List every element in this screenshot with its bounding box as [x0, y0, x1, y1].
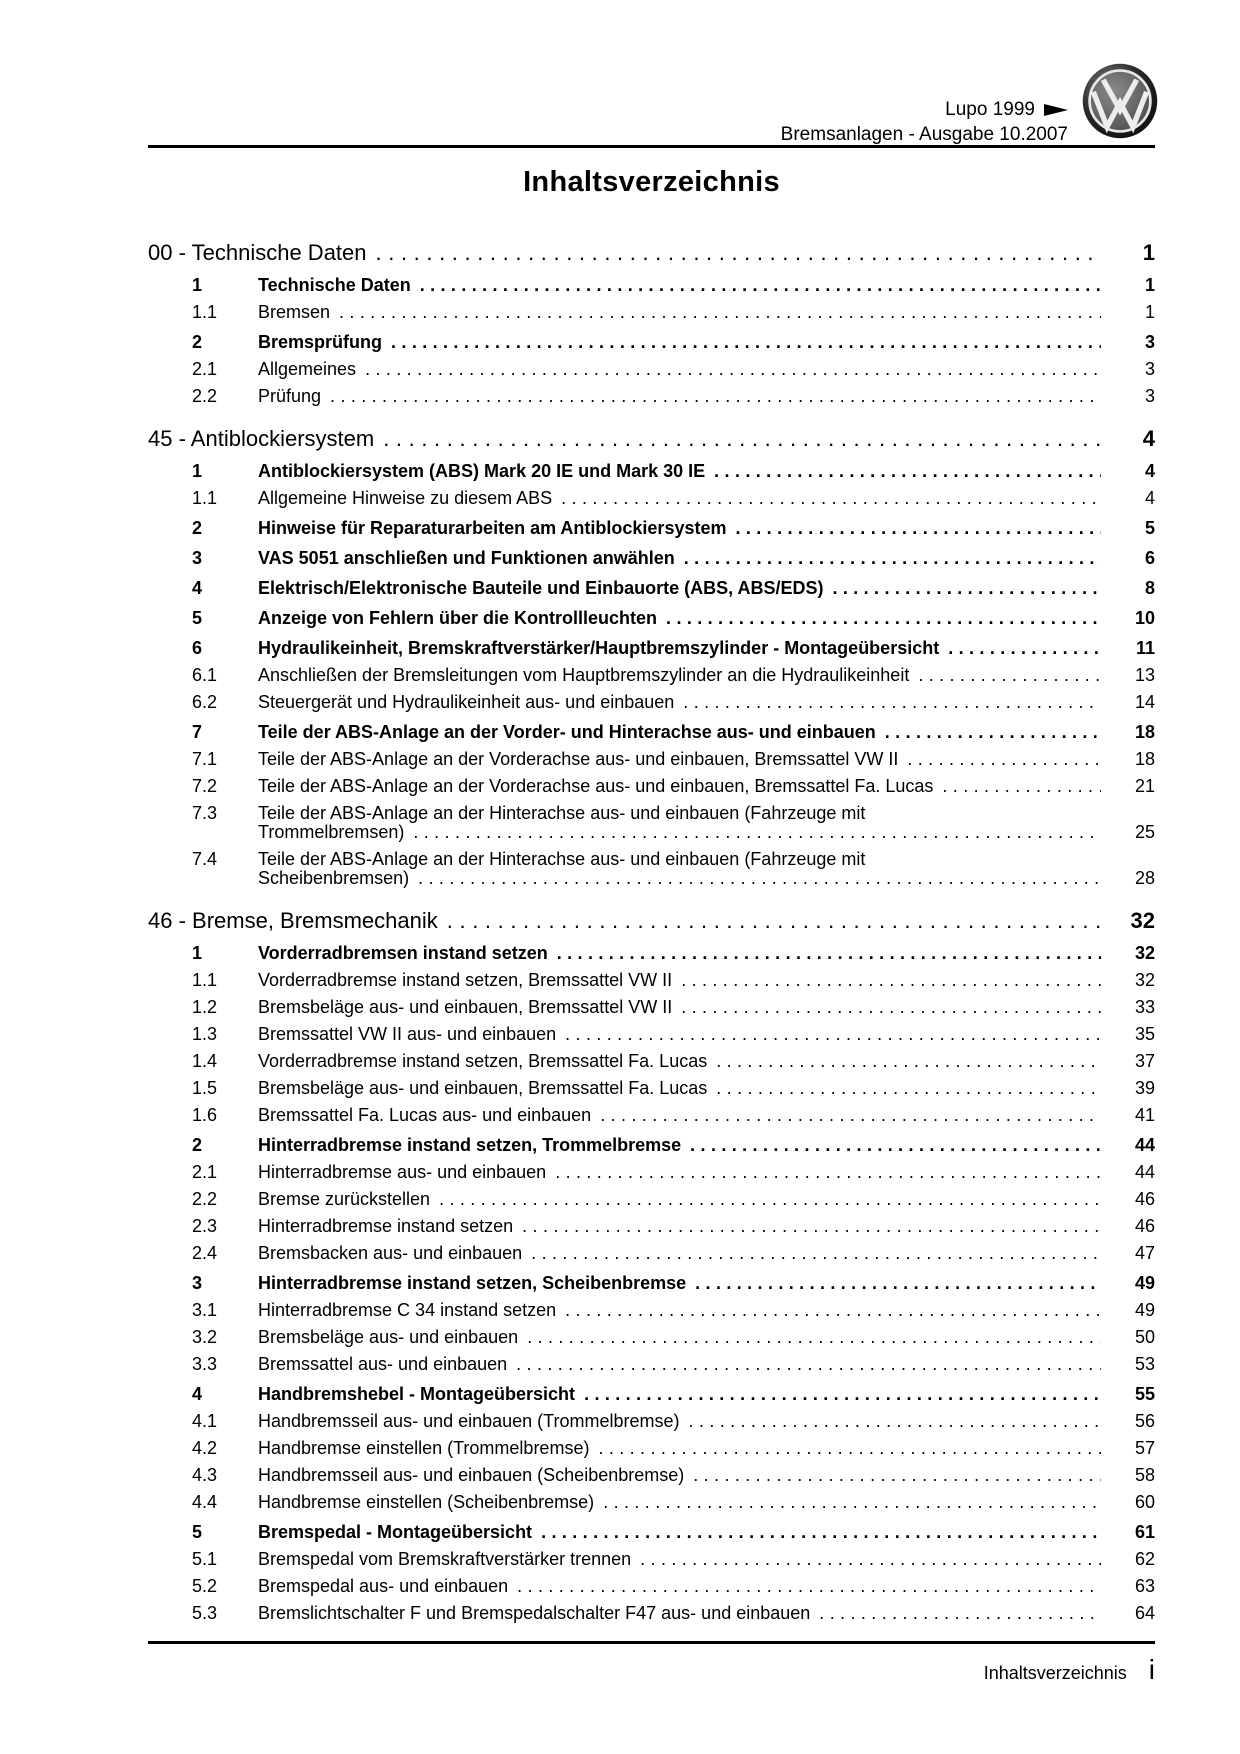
entry-page-number: 14: [1134, 692, 1155, 712]
entry-page-number: 47: [1134, 1243, 1155, 1263]
toc-entry: [148, 1522, 1155, 1542]
dot-leader: [561, 488, 1101, 508]
entry-number: 1: [192, 275, 203, 295]
dot-leader: [339, 302, 1101, 322]
entry-number: 1.2: [192, 997, 218, 1017]
dot-leader: [391, 332, 1101, 352]
entry-title: Bremssattel VW II aus- und einbauen: [258, 1024, 557, 1044]
dot-leader: [735, 518, 1101, 538]
dot-leader: [918, 665, 1101, 685]
page-footer: [148, 1654, 1155, 1686]
entry-page-number: 4: [1144, 488, 1155, 508]
entry-title: Bremspedal vom Bremskraftverstärker trennen: [258, 1549, 632, 1569]
entry-number: 2: [192, 1135, 203, 1155]
entry-title: Bremsbacken aus- und einbauen: [258, 1243, 523, 1263]
entry-title: Anschließen der Bremsleitungen vom Hauptbremszylinder an die Hydraulikeinheit: [258, 665, 910, 685]
dot-leader: [690, 1135, 1101, 1155]
entry-number: 2.1: [192, 1162, 218, 1182]
entry-number: 1.6: [192, 1105, 218, 1125]
entry-page-number: 58: [1134, 1465, 1155, 1485]
dot-leader: [681, 970, 1101, 990]
section-title: 45 - Antiblockiersystem: [148, 426, 375, 451]
entry-page-number: 44: [1134, 1135, 1155, 1155]
entry-title: Handbremsseil aus- und einbauen (Trommelbremse): [258, 1411, 680, 1431]
entry-number: 5: [192, 608, 203, 628]
dot-leader: [681, 997, 1101, 1017]
dot-leader: [907, 749, 1101, 769]
entry-title: Bremse zurückstellen: [258, 1189, 431, 1209]
entry-number: 2.3: [192, 1216, 218, 1236]
dot-leader: [365, 359, 1101, 379]
dot-leader: [565, 1300, 1101, 1320]
toc-entry: [148, 1189, 1155, 1209]
entry-page-number: 33: [1134, 997, 1155, 1017]
dot-leader: [439, 1189, 1101, 1209]
dot-leader: [716, 1078, 1101, 1098]
entry-title: Teile der ABS-Anlage an der Hinterachse aus- und einbauen (Fahrzeuge mit: [258, 849, 866, 869]
entry-title-continuation: Trommelbremsen): [258, 822, 405, 842]
model-name: Lupo 1999: [945, 99, 1035, 120]
toc-entry: [148, 776, 1155, 796]
entry-number: 3: [192, 1273, 203, 1293]
dot-leader: [527, 1327, 1101, 1347]
toc-entry: [148, 1549, 1155, 1569]
entry-title: Elektrisch/Elektronische Bauteile und Einbauorte (ABS, ABS/EDS): [258, 578, 824, 598]
entry-title: Handbremsseil aus- und einbauen (Scheibenbremse): [258, 1465, 685, 1485]
entry-number: 2.2: [192, 386, 218, 406]
entry-number: 7.3: [192, 803, 218, 823]
entry-number: 5.2: [192, 1576, 218, 1596]
entry-title: Bremssattel Fa. Lucas aus- und einbauen: [258, 1105, 592, 1125]
toc-entry: [148, 1492, 1155, 1512]
toc-entry: [148, 849, 1155, 888]
toc-entry: [148, 1576, 1155, 1596]
entry-page-number: 32: [1134, 970, 1155, 990]
entry-page-number: 5: [1144, 518, 1155, 538]
entry-number: 1.3: [192, 1024, 218, 1044]
entry-number: 5.3: [192, 1603, 218, 1623]
section-page-number: 32: [1130, 908, 1155, 933]
entry-title: Hinterradbremse aus- und einbauen: [258, 1162, 547, 1182]
header-edition-line: Bremsanlagen - Ausgabe 10.2007: [780, 124, 1068, 145]
entry-number: 3: [192, 548, 203, 568]
entry-number: 5: [192, 1522, 203, 1542]
toc-entry: [148, 1162, 1155, 1182]
entry-page-number: 62: [1134, 1549, 1155, 1569]
entry-number: 4: [192, 578, 203, 598]
entry-number: 2.2: [192, 1189, 218, 1209]
entry-title: Teile der ABS-Anlage an der Vorderachse aus- und einbauen, Bremssattel VW II: [258, 749, 899, 769]
entry-title: Teile der ABS-Anlage an der Vorder- und Hinterachse aus- und einbauen: [258, 722, 876, 742]
entry-page-number: 64: [1134, 1603, 1155, 1623]
toc-entry: [148, 638, 1155, 658]
dot-leader: [948, 638, 1101, 658]
entry-page-number: 53: [1134, 1354, 1155, 1374]
entry-title: Bremsprüfung: [258, 332, 383, 352]
entry-page-number: 21: [1134, 776, 1155, 796]
entry-title: Hydraulikeinheit, Bremskraftverstärker/Hauptbremszylinder - Montageübersicht: [258, 638, 940, 658]
entry-title: Antiblockiersystem (ABS) Mark 20 IE und Mark 30 IE: [258, 461, 706, 481]
entry-number: 4.2: [192, 1438, 218, 1458]
dot-leader: [716, 1051, 1101, 1071]
entry-number: 4.1: [192, 1411, 218, 1431]
entry-number: 1.4: [192, 1051, 218, 1071]
toc-entry: [148, 1024, 1155, 1044]
entry-number: 3.2: [192, 1327, 218, 1347]
entry-title: Allgemeines: [258, 359, 357, 379]
toc-entry: [148, 803, 1155, 842]
dot-leader: [516, 1354, 1101, 1374]
entry-title: Bremspedal - Montageübersicht: [258, 1522, 533, 1542]
toc-entry: [148, 749, 1155, 769]
dot-leader: [640, 1549, 1101, 1569]
entry-title: Vorderradbremse instand setzen, Bremssattel Fa. Lucas: [258, 1051, 708, 1071]
toc-entry: [148, 1327, 1155, 1347]
right-arrowhead-icon: [1044, 104, 1068, 116]
section-title: 00 - Technische Daten: [148, 240, 367, 265]
entry-page-number: 50: [1134, 1327, 1155, 1347]
entry-title: Hinterradbremse instand setzen: [258, 1216, 514, 1236]
entry-title: Vorderradbremse instand setzen, Bremssattel VW II: [258, 970, 673, 990]
entry-page-number: 39: [1134, 1078, 1155, 1098]
entry-title: Bremsbeläge aus- und einbauen, Bremssattel VW II: [258, 997, 673, 1017]
dot-leader: [598, 1438, 1101, 1458]
dot-leader: [541, 1522, 1101, 1542]
dot-leader: [531, 1243, 1101, 1263]
entry-title: Steuergerät und Hydraulikeinheit aus- und einbauen: [258, 692, 675, 712]
entry-title: Bremssattel aus- und einbauen: [258, 1354, 508, 1374]
entry-title: Handbremse einstellen (Scheibenbremse): [258, 1492, 595, 1512]
entry-page-number: 60: [1134, 1492, 1155, 1512]
toc-entry: [148, 722, 1155, 742]
entry-number: 4.4: [192, 1492, 218, 1512]
entry-page-number: 35: [1134, 1024, 1155, 1044]
toc-entry: [148, 608, 1155, 628]
entry-number: 7: [192, 722, 203, 742]
entry-title: Teile der ABS-Anlage an der Vorderachse aus- und einbauen, Bremssattel Fa. Lucas: [258, 776, 934, 796]
entry-page-number: 3: [1144, 386, 1155, 406]
toc-entry: [148, 1438, 1155, 1458]
dot-leader: [447, 908, 1101, 933]
entry-title: Bremsbeläge aus- und einbauen: [258, 1327, 519, 1347]
entry-title: Handbremse einstellen (Trommelbremse): [258, 1438, 590, 1458]
dot-leader: [714, 461, 1101, 481]
entry-title: Technische Daten: [258, 275, 411, 295]
toc-entry: [148, 1465, 1155, 1485]
entry-number: 1.1: [192, 970, 218, 990]
dot-leader: [557, 943, 1101, 963]
toc-entry: [148, 1354, 1155, 1374]
entry-title: Bremsbeläge aus- und einbauen, Bremssattel Fa. Lucas: [258, 1078, 708, 1098]
entry-title: Hinterradbremse C 34 instand setzen: [258, 1300, 557, 1320]
entry-page-number: 44: [1134, 1162, 1155, 1182]
dot-leader: [330, 386, 1101, 406]
entry-number: 6.2: [192, 692, 218, 712]
entry-number: 1.1: [192, 302, 218, 322]
entry-number: 7.1: [192, 749, 218, 769]
toc-entry: [148, 488, 1155, 508]
footer-page-number: i: [1148, 1654, 1155, 1685]
entry-number: 5.1: [192, 1549, 218, 1569]
dot-leader: [693, 1465, 1101, 1485]
entry-title: Teile der ABS-Anlage an der Hinterachse aus- und einbauen (Fahrzeuge mit: [258, 803, 866, 823]
entry-number: 2.4: [192, 1243, 218, 1263]
entry-number: 6: [192, 638, 203, 658]
toc-section-heading: [148, 908, 1155, 933]
entry-title: Vorderradbremsen instand setzen: [258, 943, 548, 963]
entry-page-number: 4: [1144, 461, 1155, 481]
entry-page-number: 8: [1144, 578, 1155, 598]
dot-leader: [819, 1603, 1101, 1623]
toc-entry: [148, 1603, 1155, 1623]
toc-entry: [148, 461, 1155, 481]
dot-leader: [420, 275, 1101, 295]
toc-entry: [148, 1411, 1155, 1431]
entry-title: VAS 5051 anschließen und Funktionen anwählen: [258, 548, 675, 568]
dot-leader: [413, 823, 1101, 842]
entry-title: Bremslichtschalter F und Bremspedalschalter F47 aus- und einbauen: [258, 1603, 811, 1623]
entry-page-number: 55: [1134, 1384, 1155, 1404]
entry-page-number: 57: [1134, 1438, 1155, 1458]
entry-page-number: 6: [1144, 548, 1155, 568]
entry-page-number: 56: [1134, 1411, 1155, 1431]
toc-entry: [148, 1216, 1155, 1236]
entry-page-number: 49: [1134, 1300, 1155, 1320]
page-header: [781, 97, 1068, 147]
toc-entry: [148, 1105, 1155, 1125]
entry-number: 7.2: [192, 776, 218, 796]
dot-leader: [695, 1273, 1101, 1293]
toc-entry: [148, 359, 1155, 379]
entry-page-number: 3: [1144, 332, 1155, 352]
toc-entry: [148, 997, 1155, 1017]
header-model-line: [781, 97, 1068, 122]
entry-page-number: 13: [1134, 665, 1155, 685]
entry-number: 1.5: [192, 1078, 218, 1098]
entry-title-block: [258, 849, 1155, 888]
page-title: Inhaltsverzeichnis: [523, 166, 780, 198]
dot-leader: [832, 578, 1101, 598]
entry-page-number: 3: [1144, 359, 1155, 379]
entry-page-number: 61: [1134, 1522, 1155, 1542]
entry-page-number: 63: [1134, 1576, 1155, 1596]
footer-rule: [148, 1641, 1155, 1644]
toc-entry: [148, 970, 1155, 990]
dot-leader: [666, 608, 1101, 628]
entry-number: 7.4: [192, 849, 218, 869]
dot-leader: [418, 869, 1101, 888]
entry-number: 6.1: [192, 665, 218, 685]
entry-title: Hinterradbremse instand setzen, Trommelbremse: [258, 1135, 682, 1155]
section-page-number: 1: [1142, 240, 1155, 265]
section-title: 46 - Bremse, Bremsmechanik: [148, 908, 438, 933]
entry-number: 4.3: [192, 1465, 218, 1485]
entry-title: Allgemeine Hinweise zu diesem ABS: [258, 488, 553, 508]
entry-number: 3.1: [192, 1300, 218, 1320]
entry-title: Prüfung: [258, 386, 322, 406]
toc-entry: [148, 578, 1155, 598]
entry-title: Anzeige von Fehlern über die Kontrollleuchten: [258, 608, 658, 628]
entry-title-block: [258, 803, 1155, 842]
section-page-number: 4: [1142, 426, 1155, 451]
entry-title: Bremsen: [258, 302, 331, 322]
entry-page-number: 10: [1134, 608, 1155, 628]
toc-entry: [148, 943, 1155, 963]
dot-leader: [600, 1105, 1101, 1125]
toc-entry: [148, 332, 1155, 352]
entry-page-number: 49: [1134, 1273, 1155, 1293]
toc-entry: [148, 518, 1155, 538]
entry-number: 1: [192, 943, 203, 963]
toc-entry: [148, 548, 1155, 568]
entry-title-continuation: Scheibenbremsen): [258, 868, 410, 888]
dot-leader: [885, 722, 1101, 742]
entry-number: 1.1: [192, 488, 218, 508]
toc-entry: [148, 1384, 1155, 1404]
entry-page-number: 1: [1144, 275, 1155, 295]
toc-entry: [148, 275, 1155, 295]
dot-leader: [565, 1024, 1101, 1044]
toc-entry: [148, 1051, 1155, 1071]
entry-page-number: 28: [1134, 868, 1155, 888]
entry-number: 1: [192, 461, 203, 481]
toc-entry: [148, 1078, 1155, 1098]
toc-entry: [148, 302, 1155, 322]
dot-leader: [383, 426, 1101, 451]
dot-leader: [584, 1384, 1101, 1404]
entry-page-number: 46: [1134, 1216, 1155, 1236]
entry-title: Handbremshebel - Montageübersicht: [258, 1384, 576, 1404]
toc-entry: [148, 1243, 1155, 1263]
dot-leader: [689, 1411, 1101, 1431]
toc-entry: [148, 665, 1155, 685]
header-rule: [148, 145, 1155, 148]
vw-logo-icon: [1082, 63, 1158, 139]
toc-section-heading: [148, 426, 1155, 451]
entry-page-number: 25: [1134, 822, 1155, 842]
entry-number: 2: [192, 518, 203, 538]
footer-label: Inhaltsverzeichnis: [983, 1663, 1127, 1683]
dot-leader: [517, 1576, 1101, 1596]
dot-leader: [522, 1216, 1101, 1236]
toc-entry: [148, 692, 1155, 712]
dot-leader: [555, 1162, 1101, 1182]
dot-leader: [376, 240, 1101, 265]
entry-page-number: 41: [1134, 1105, 1155, 1125]
entry-page-number: 46: [1134, 1189, 1155, 1209]
toc-entry: [148, 1135, 1155, 1155]
entry-number: 2.1: [192, 359, 218, 379]
entry-number: 4: [192, 1384, 203, 1404]
dot-leader: [684, 548, 1101, 568]
entry-number: 2: [192, 332, 203, 352]
dot-leader: [683, 692, 1101, 712]
entry-page-number: 37: [1134, 1051, 1155, 1071]
entry-number: 3.3: [192, 1354, 218, 1374]
dot-leader: [942, 776, 1101, 796]
entry-title: Bremspedal aus- und einbauen: [258, 1576, 509, 1596]
entry-page-number: 18: [1134, 722, 1155, 742]
entry-page-number: 18: [1134, 749, 1155, 769]
entry-page-number: 32: [1134, 943, 1155, 963]
entry-title: Hinweise für Reparaturarbeiten am Antiblockiersystem: [258, 518, 727, 538]
entry-title: Hinterradbremse instand setzen, Scheibenbremse: [258, 1273, 687, 1293]
toc: [148, 236, 1155, 1623]
entry-page-number: 11: [1135, 638, 1155, 658]
toc-entry: [148, 386, 1155, 406]
toc-entry: [148, 1300, 1155, 1320]
toc-section-heading: [148, 240, 1155, 265]
toc-entry: [148, 1273, 1155, 1293]
dot-leader: [603, 1492, 1101, 1512]
entry-page-number: 1: [1144, 302, 1155, 322]
